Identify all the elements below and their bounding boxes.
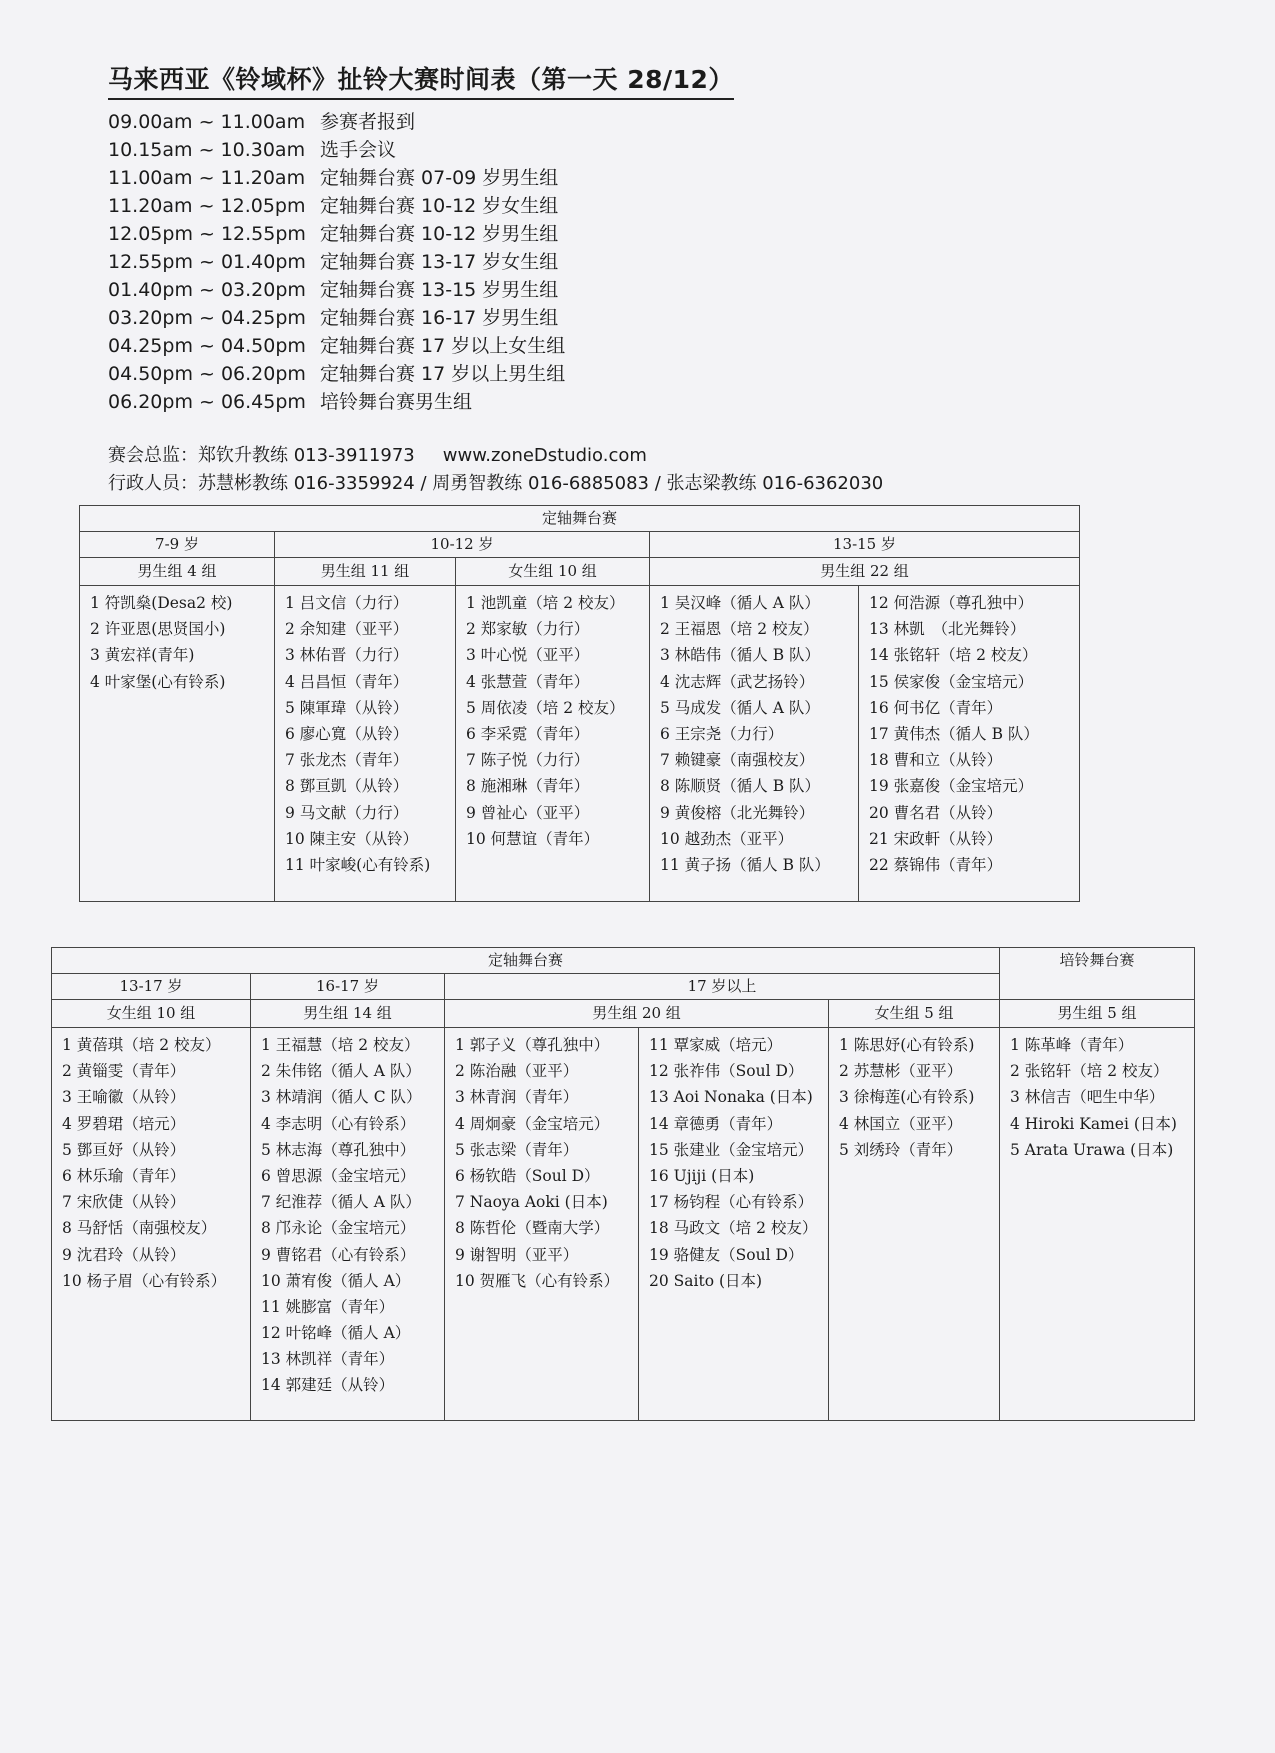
schedule-time: 04.25pm ~ 04.50pm: [108, 335, 306, 357]
schedule-time: 12.55pm ~ 01.40pm: [108, 251, 306, 273]
schedule-row: [108, 192, 565, 220]
list-item: 10 越劲杰（亚平）: [660, 829, 794, 848]
list-boys-13-15-a: [650, 586, 859, 902]
list-item: 6 林乐瑜（青年）: [62, 1166, 186, 1185]
list-item: 2 郑家敏（力行）: [466, 620, 590, 639]
list-item: 7 张龙杰（青年）: [285, 751, 409, 770]
group-header: 男生组 14 组: [251, 1000, 445, 1028]
list-item: 1 符凯燊(Desa2 校): [90, 594, 233, 612]
website-link[interactable]: www.zoneDstudio.com: [442, 445, 647, 466]
list-item: 22 蔡锦伟（青年）: [869, 855, 1003, 874]
list-item: 16 Ujiji (日本): [649, 1166, 755, 1185]
schedule-row: [108, 276, 565, 304]
list-item: 11 覃家威（培元）: [649, 1036, 783, 1054]
schedule-row: [108, 108, 565, 136]
list-item: 5 林志海（尊孔独中）: [261, 1140, 416, 1159]
schedule-event: 定轴舞台赛 17 岁以上女生组: [320, 335, 566, 357]
director-line: [108, 442, 883, 470]
list-item: 15 张建业（金宝培元）: [649, 1140, 814, 1159]
schedule-event: 培铃舞台赛男生组: [320, 391, 473, 413]
list-item: 4 罗碧珺（培元）: [62, 1114, 186, 1133]
list-item: 14 张铭轩（培 2 校友）: [869, 646, 1038, 665]
list-item: 12 叶铭峰（循人 A）: [261, 1324, 411, 1343]
list-item: 13 Aoi Nonaka (日本): [649, 1088, 813, 1107]
schedule-event: 定轴舞台赛 10-12 岁女生组: [320, 195, 559, 217]
list-item: 9 曾祉心（亚平）: [466, 803, 590, 822]
list-item: 3 林信吉（吧生中华）: [1010, 1088, 1165, 1107]
list-item: 11 姚膨富（青年）: [261, 1297, 395, 1316]
list-girls-17-plus: [829, 1028, 1000, 1421]
list-item: 8 陈顺贤（循人 B 队）: [660, 777, 821, 796]
schedule-time: 04.50pm ~ 06.20pm: [108, 363, 306, 385]
age-header: 10-12 岁: [275, 532, 650, 558]
schedule-row: [108, 248, 565, 276]
group-header: 男生组 4 组: [80, 558, 275, 586]
list-item: 4 吕昌恒（青年）: [285, 672, 409, 691]
list-item: 8 马舒恬（南强校友）: [62, 1219, 217, 1238]
schedule-time: 12.05pm ~ 12.55pm: [108, 223, 306, 245]
list-item: 10 贺雁飞（心有铃系）: [455, 1271, 620, 1290]
list-item: 2 陈治融（亚平）: [455, 1062, 579, 1081]
schedule-time: 09.00am ~ 11.00am: [108, 111, 306, 133]
schedule-time: 11.00am ~ 11.20am: [108, 167, 306, 189]
list-item: 12 张祚伟（Soul D）: [649, 1062, 804, 1081]
list-item: 7 纪淮荐（循人 A 队）: [261, 1193, 421, 1212]
list-item: 17 杨钧程（心有铃系）: [649, 1193, 814, 1212]
list-item: 3 林青润（青年）: [455, 1088, 579, 1107]
schedule-row: [108, 388, 565, 416]
list-item: 5 Arata Urawa (日本): [1010, 1140, 1174, 1159]
list-item: 6 李采霓（青年）: [466, 724, 590, 743]
list-item: 13 林凯祥（青年）: [261, 1350, 395, 1369]
list-item: 9 曹铭君（心有铃系）: [261, 1245, 416, 1264]
list-item: 5 周依凌（培 2 校友）: [466, 698, 625, 717]
list-boys-pei: [1000, 1028, 1195, 1421]
admin-line: 行政人员：苏慧彬教练 016-3359924 / 周勇智教练 016-6885083 / 张志梁教练 016-6362030: [108, 473, 884, 494]
age-header: 17 岁以上: [445, 974, 1000, 1000]
list-item: 4 李志明（心有铃系）: [261, 1114, 416, 1133]
list-item: 15 侯家俊（金宝培元）: [869, 672, 1034, 691]
list-item: 3 林佑晋（力行）: [285, 646, 409, 665]
list-item: 11 黄子扬（循人 B 队）: [660, 855, 830, 874]
schedule-event: 定轴舞台赛 13-15 岁男生组: [320, 279, 559, 301]
schedule-time: 01.40pm ~ 03.20pm: [108, 279, 306, 301]
list-item: 5 鄧亘妤（从铃）: [62, 1140, 186, 1159]
schedule-row: [108, 136, 565, 164]
schedule-time: 03.20pm ~ 04.25pm: [108, 307, 306, 329]
list-item: 1 吴汉峰（循人 A 队）: [660, 594, 820, 612]
list-item: 5 马成发（循人 A 队）: [660, 698, 820, 717]
schedule-time: 10.15am ~ 10.30am: [108, 139, 306, 161]
list-item: 18 马政文（培 2 校友）: [649, 1219, 818, 1238]
schedule-list: [108, 108, 565, 416]
group-header: 男生组 20 组: [445, 1000, 829, 1028]
table-axis-day1-a: [79, 505, 1080, 902]
list-item: 20 Saito (日本): [649, 1271, 763, 1290]
list-item: 2 王福恩（培 2 校友）: [660, 620, 819, 639]
list-item: 10 杨子眉（心有铃系）: [62, 1271, 227, 1290]
age-header: 7-9 岁: [80, 532, 275, 558]
list-girls-13-17: [52, 1028, 251, 1421]
list-item: 3 叶心悦（亚平）: [466, 646, 590, 665]
group-header: 女生组 5 组: [829, 1000, 1000, 1028]
list-item: 13 林凱 （北光舞铃）: [869, 620, 1026, 639]
list-item: 14 郭建廷（从铃）: [261, 1376, 395, 1395]
list-boys-16-17: [251, 1028, 445, 1421]
list-item: 5 刘绣玲（青年）: [839, 1140, 963, 1159]
group-header: 男生组 11 组: [275, 558, 456, 586]
schedule-row: [108, 304, 565, 332]
list-item: 11 叶家峻(心有铃系): [285, 855, 431, 874]
list-item: 4 沈志辉（武艺扬铃）: [660, 672, 815, 691]
schedule-row: [108, 360, 565, 388]
list-item: 5 张志梁（青年）: [455, 1140, 579, 1159]
list-item: 4 叶家堡(心有铃系): [90, 672, 226, 691]
group-header: 男生组 5 组: [1000, 1000, 1195, 1028]
list-boys-7-9: [80, 586, 275, 902]
list-item: 10 萧宥俊（循人 A）: [261, 1271, 411, 1290]
list-item: 9 沈君玲（从铃）: [62, 1245, 186, 1264]
list-item: 2 余知建（亚平）: [285, 620, 409, 639]
schedule-row: [108, 164, 565, 192]
list-item: 4 张慧萱（青年）: [466, 672, 590, 691]
list-item: 14 章德勇（青年）: [649, 1114, 783, 1133]
schedule-row: [108, 332, 565, 360]
schedule-event: 定轴舞台赛 07-09 岁男生组: [320, 167, 559, 189]
list-item: 20 曹名君（从铃）: [869, 803, 1003, 822]
list-item: 8 陈哲伦（暨南大学）: [455, 1219, 610, 1238]
list-item: 3 徐梅莲(心有铃系): [839, 1088, 975, 1107]
list-item: 6 王宗尧（力行）: [660, 724, 784, 743]
list-item: 2 张铭轩（培 2 校友）: [1010, 1062, 1169, 1081]
list-item: 7 赖键豪（南强校友）: [660, 751, 815, 770]
list-item: 4 周炯豪（金宝培元）: [455, 1114, 610, 1133]
list-boys-17-plus-a: [445, 1028, 639, 1421]
list-item: 6 廖心寬（从铃）: [285, 724, 409, 743]
list-item: 1 黄蓓琪（培 2 校友）: [62, 1036, 221, 1054]
list-item: 2 许亚恩(思贤国小): [90, 620, 226, 639]
list-item: 3 林皓伟（循人 B 队）: [660, 646, 821, 665]
list-item: 7 Naoya Aoki (日本): [455, 1193, 608, 1212]
list-item: 3 黄宏祥(青年): [90, 646, 195, 665]
list-boys-17-plus-b: [639, 1028, 829, 1421]
list-item: 1 陈思妤(心有铃系): [839, 1036, 975, 1054]
list-boys-13-15-b: [859, 586, 1080, 902]
list-item: 8 鄧亘凱（从铃）: [285, 777, 409, 796]
list-item: 8 邝永论（金宝培元）: [261, 1219, 416, 1238]
age-header: 13-15 岁: [650, 532, 1080, 558]
list-item: 19 骆健友（Soul D）: [649, 1245, 804, 1264]
schedule-event: 定轴舞台赛 13-17 岁女生组: [320, 251, 559, 273]
age-header: 16-17 岁: [251, 974, 445, 1000]
page-title: 马来西亚《铃域杯》扯铃大赛时间表（第一天 28/12）: [108, 60, 734, 100]
staff-info: [108, 442, 883, 498]
schedule-event: 定轴舞台赛 16-17 岁男生组: [320, 307, 559, 329]
list-item: 8 施湘琳（青年）: [466, 777, 590, 796]
list-item: 5 陳軍瑋（从铃）: [285, 698, 409, 717]
schedule-event: 参赛者报到: [320, 111, 416, 133]
list-item: 10 何慧谊（青年）: [466, 829, 600, 848]
table-title: 定轴舞台赛: [80, 506, 1080, 532]
list-item: 1 陈革峰（青年）: [1010, 1036, 1134, 1054]
table-title-pei: 培铃舞台赛: [1000, 948, 1195, 1000]
list-item: 2 黄锱雯（青年）: [62, 1062, 186, 1081]
list-item: 1 池凯童（培 2 校友）: [466, 594, 625, 612]
list-item: 2 朱伟铭（循人 A 队）: [261, 1062, 421, 1081]
list-item: 9 谢智明（亚平）: [455, 1245, 579, 1264]
list-item: 3 王喻徽（从铃）: [62, 1088, 186, 1107]
list-item: 7 陈子悦（力行）: [466, 751, 590, 770]
schedule-time: 11.20am ~ 12.05pm: [108, 195, 306, 217]
list-item: 3 林靖润（循人 C 队）: [261, 1088, 422, 1107]
list-item: 9 马文献（力行）: [285, 803, 409, 822]
list-item: 1 吕文信（力行）: [285, 594, 409, 612]
list-item: 12 何浩源（尊孔独中）: [869, 594, 1034, 612]
list-item: 16 何书亿（青年）: [869, 698, 1003, 717]
list-item: 7 宋欣倢（从铃）: [62, 1193, 186, 1212]
list-item: 18 曹和立（从铃）: [869, 751, 1003, 770]
list-item: 6 杨钦皓（Soul D）: [455, 1166, 600, 1185]
group-header: 男生组 22 组: [650, 558, 1080, 586]
list-girls-10-12: [456, 586, 650, 902]
list-item: 4 Hiroki Kamei (日本): [1010, 1114, 1177, 1133]
schedule-event: 定轴舞台赛 10-12 岁男生组: [320, 223, 559, 245]
list-item: 9 黄俊榕（北光舞铃）: [660, 803, 815, 822]
list-item: 1 郭子义（尊孔独中）: [455, 1036, 610, 1054]
list-item: 19 张嘉俊（金宝培元）: [869, 777, 1034, 796]
list-item: 6 曾思源（金宝培元）: [261, 1166, 416, 1185]
age-header: 13-17 岁: [52, 974, 251, 1000]
list-item: 21 宋政軒（从铃）: [869, 829, 1003, 848]
list-item: 2 苏慧彬（亚平）: [839, 1062, 963, 1081]
list-boys-10-12: [275, 586, 456, 902]
schedule-time: 06.20pm ~ 06.45pm: [108, 391, 306, 413]
list-item: 10 陳主安（从铃）: [285, 829, 419, 848]
table-axis-day1-b: [51, 947, 1195, 1421]
group-header: 女生组 10 组: [52, 1000, 251, 1028]
schedule-event: 选手会议: [320, 139, 397, 161]
director-text: 赛会总监：郑钦升教练 013-3911973: [108, 445, 415, 466]
list-item: 4 林国立（亚平）: [839, 1114, 963, 1133]
schedule-row: [108, 220, 565, 248]
group-header: 女生组 10 组: [456, 558, 650, 586]
schedule-event: 定轴舞台赛 17 岁以上男生组: [320, 363, 566, 385]
list-item: 1 王福慧（培 2 校友）: [261, 1036, 420, 1054]
table-title: 定轴舞台赛: [52, 948, 1000, 974]
list-item: 17 黄伟杰（循人 B 队）: [869, 724, 1039, 743]
